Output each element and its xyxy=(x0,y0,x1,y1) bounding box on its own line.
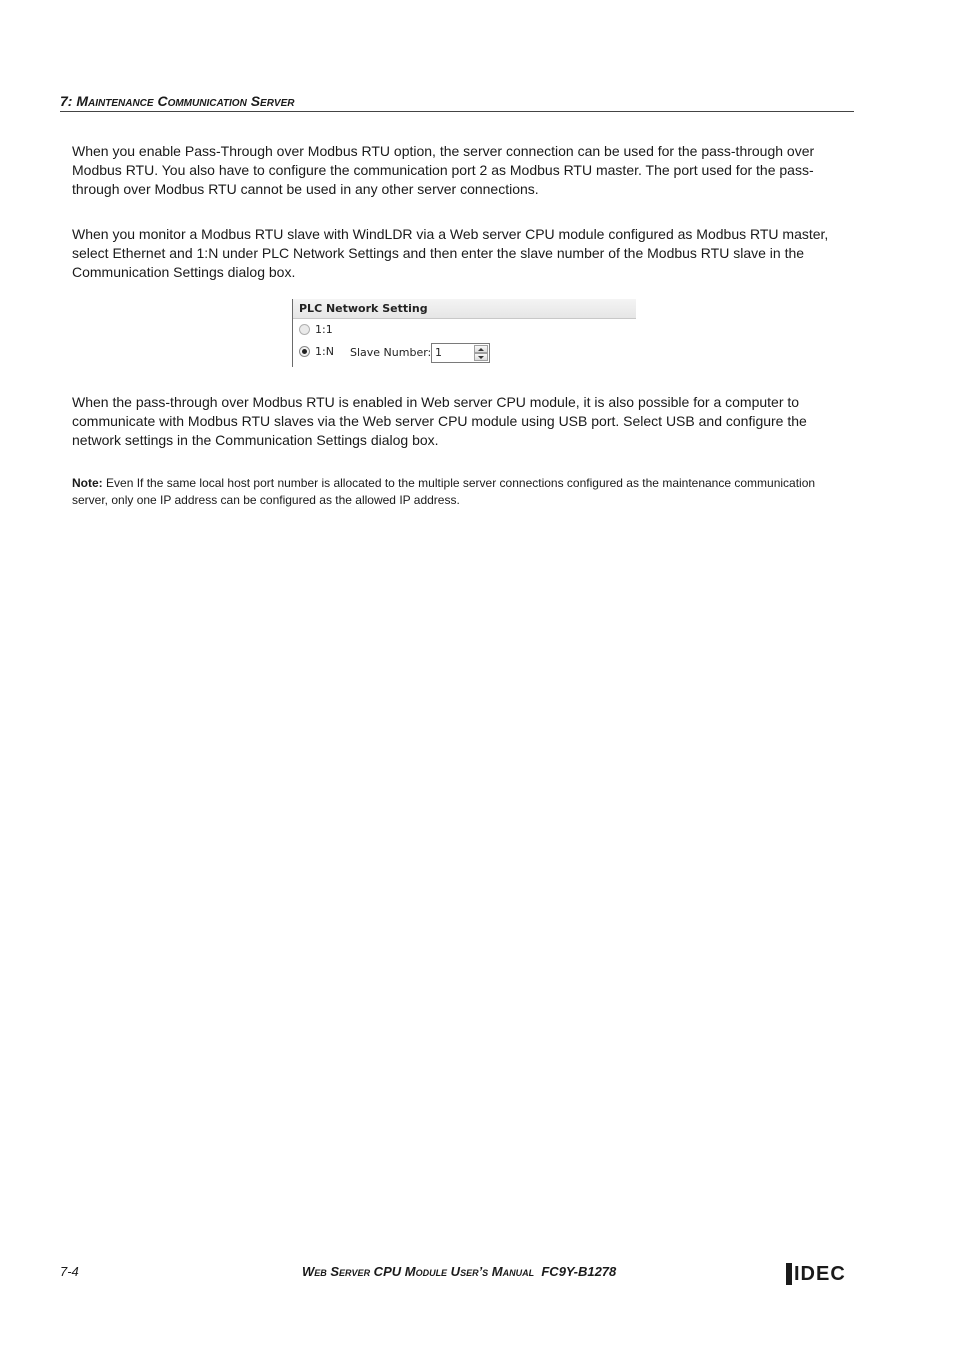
panel-title: PLC Network Setting xyxy=(293,299,636,319)
paragraph-monitor-slave: When you monitor a Modbus RTU slave with WindLDR via a Web server CPU module configured as Modbus RTU master, select Ethernet and 1:N under PLC Network Settings and then enter the slave number of the Modbus RTU slave in the Communication Settings dialog box. xyxy=(72,226,829,280)
note-text: Even If the same local host port number is allocated to the multiple server connections configured as the maintenance communication server, only one IP address can be configured as the allowed IP address. xyxy=(72,476,816,507)
paragraph-pass-through: When you enable Pass-Through over Modbus RTU option, the server connection can be used for the pass-through over Modbus RTU. You also have to configure the communication port 2 as Modbus RTU master. The port used for the pass-through over Modbus RTU cannot be used in any other server connections. xyxy=(72,143,815,197)
idec-logo xyxy=(786,1262,846,1286)
note xyxy=(72,475,854,509)
stepper-down-button[interactable] xyxy=(474,353,488,361)
chapter-number: 7: xyxy=(60,93,73,109)
radio-option-1-n[interactable] xyxy=(299,345,334,358)
plc-network-setting-panel xyxy=(292,299,636,367)
logo-text: IDEC xyxy=(794,1263,846,1285)
manual-title xyxy=(302,1264,616,1279)
note-label: Note: xyxy=(72,476,103,490)
page-number: 7-4 xyxy=(60,1264,79,1279)
paragraph-usb: When the pass-through over Modbus RTU is enabled in Web server CPU module, it is also possible for a computer to communicate with Modbus RTU slaves via the Web server CPU module using USB port. Select USB and configure the network settings in the Communication Settings dialog box. xyxy=(72,394,807,448)
arrow-down-icon xyxy=(478,356,484,359)
slave-number-stepper[interactable] xyxy=(431,343,490,363)
chapter-title: Maintenance Communication Server xyxy=(76,93,295,109)
logo-bar-icon xyxy=(786,1263,792,1285)
radio-option-1-1[interactable] xyxy=(299,323,333,336)
radio-label-1-1: 1:1 xyxy=(315,323,333,336)
radio-selected-icon[interactable] xyxy=(299,346,310,357)
slave-number-input[interactable] xyxy=(432,344,475,362)
arrow-up-icon xyxy=(478,348,484,351)
manual-code: FC9Y-B1278 xyxy=(541,1264,617,1279)
stepper-up-button[interactable] xyxy=(474,345,488,353)
manual-name: Web Server CPU Module User’s Manual xyxy=(302,1264,535,1279)
chapter-header xyxy=(60,93,854,112)
slave-number-label: Slave Number: xyxy=(350,346,432,359)
radio-unselected-icon[interactable] xyxy=(299,324,310,335)
radio-label-1-n: 1:N xyxy=(315,345,334,358)
